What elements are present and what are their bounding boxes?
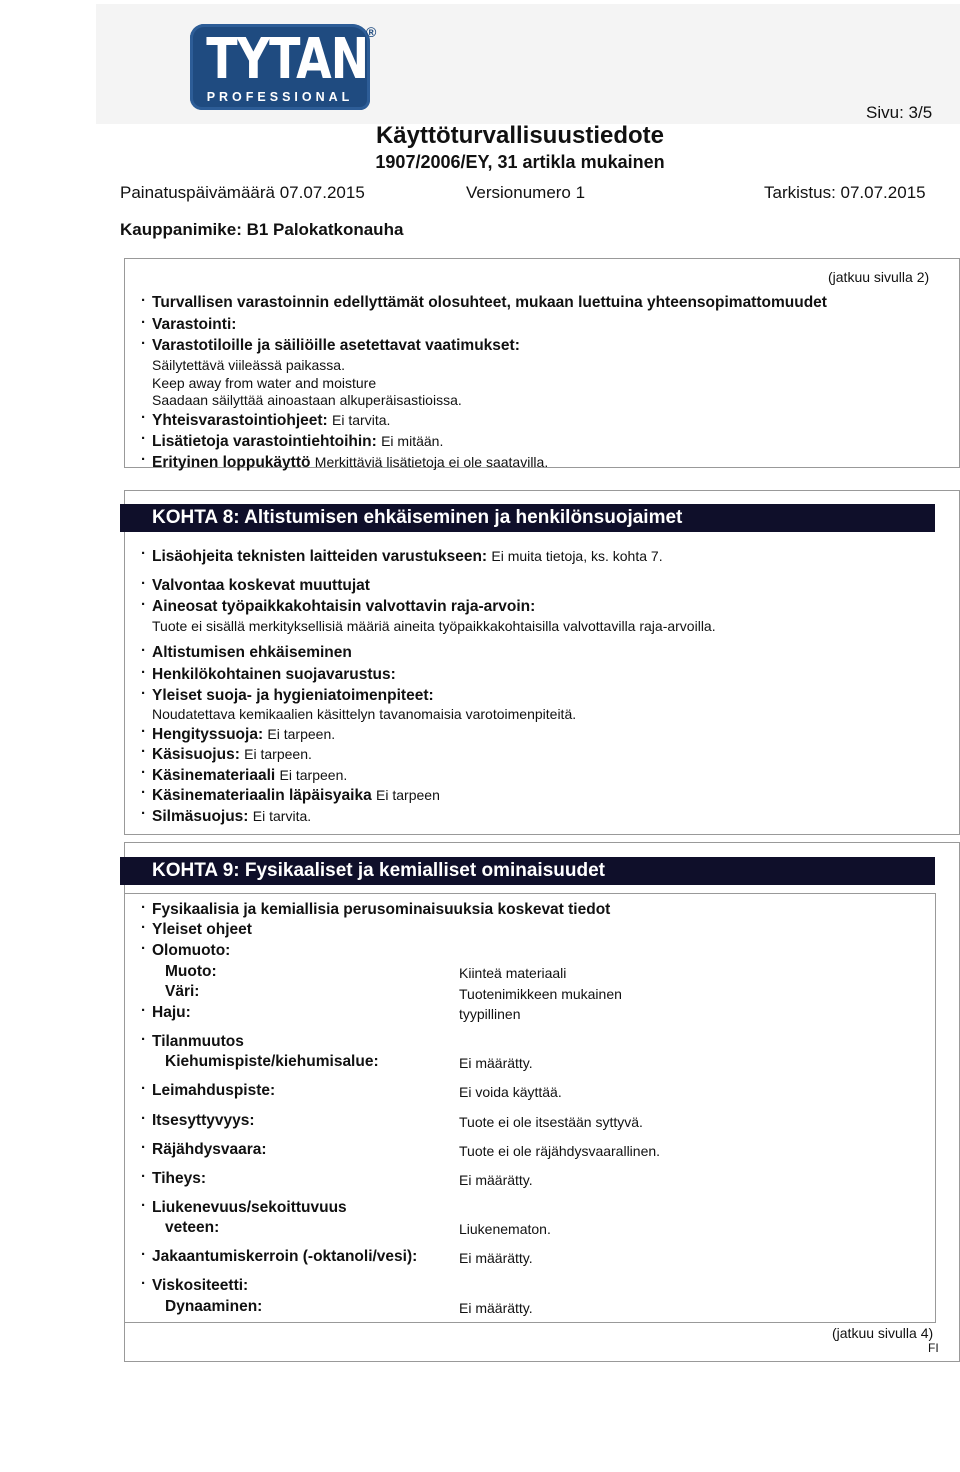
storage-heading: Varastointi: <box>152 316 237 333</box>
joint-storage-line <box>152 411 390 430</box>
field-value: Merkittäviä lisätietoja ei ole saatavilla. <box>314 454 549 470</box>
document-title: Käyttöturvallisuustiedote <box>375 122 665 149</box>
section8-heading: KOHTA 8: Altistumisen ehkäiseminen ja henkilönsuojaimet <box>120 504 935 532</box>
version-number: Versionumero 1 <box>466 183 586 202</box>
bullet: · <box>141 685 146 702</box>
storage-info-line <box>152 432 443 451</box>
section9-heading: KOHTA 9: Fysikaaliset ja kemialliset ominaisuudet <box>120 857 935 885</box>
field-label: Käsinemateriaalin läpäisyaika <box>152 787 372 804</box>
logo-text: TYTAN <box>206 27 369 92</box>
control-parameters-heading: Valvontaa koskevat muuttujat <box>152 577 370 594</box>
density-value: Ei määrätty. <box>459 1172 533 1188</box>
revision-date: Tarkistus: 07.07.2015 <box>764 183 926 202</box>
end-use-line <box>152 453 548 472</box>
field-value: Ei tarpeen. <box>244 746 312 762</box>
bullet: · <box>141 1275 146 1292</box>
field-label: Yhteisvarastointiohjeet: <box>152 412 328 429</box>
field-value: Ei tarvita. <box>332 412 391 428</box>
field-label: Lisäohjeita teknisten laitteiden varustukseen: <box>152 548 488 565</box>
field-value: Ei muita tietoja, ks. kohta 7. <box>491 548 663 564</box>
exposure-controls-heading: Altistumisen ehkäiseminen <box>152 644 352 661</box>
field-value: Ei tarpeen. <box>267 726 336 742</box>
field-value: Ei tarvita. <box>252 808 312 824</box>
dynamic-viscosity-label: Dynaaminen: <box>165 1298 263 1315</box>
form-value: Kiinteä materiaali <box>459 965 567 981</box>
flash-point-label: Leimahduspiste: <box>152 1082 276 1099</box>
bullet: · <box>141 545 146 562</box>
bullet: · <box>141 314 146 331</box>
explosion-hazard-label: Räjähdysvaara: <box>152 1141 267 1158</box>
respiratory-line <box>152 725 335 744</box>
field-value: Ei tarpeen. <box>279 767 348 783</box>
field-label: Käsinemateriaali <box>152 767 276 784</box>
odour-label: Haju: <box>152 1004 191 1021</box>
bullet: · <box>141 596 146 613</box>
properties-heading: Fysikaalisia ja kemiallisia perusominaisuuksia koskevat tiedot <box>152 901 611 918</box>
bullet: · <box>141 784 146 801</box>
self-ignition-value: Tuote ei ole itsestään syttyvä. <box>459 1114 643 1130</box>
glove-breakthrough-line <box>152 786 440 805</box>
bullet: · <box>141 940 146 957</box>
bullet: · <box>141 1080 146 1097</box>
bullet: · <box>141 764 146 781</box>
partition-coefficient-label: Jakaantumiskerroin (-oktanoli/vesi): <box>152 1248 418 1265</box>
brand-logo <box>190 24 370 110</box>
field-label: Erityinen loppukäyttö <box>152 454 311 471</box>
odour-value: tyypillinen <box>459 1006 521 1022</box>
glove-material-line <box>152 766 347 785</box>
storage-conditions-heading: Turvallisen varastoinnin edellyttämät olosuhteet, mukaan luettuina yhteensopimattomuudet <box>152 294 827 311</box>
dynamic-viscosity-value: Ei määrätty. <box>459 1300 533 1316</box>
bullet: · <box>141 1110 146 1127</box>
field-label: Lisätietoja varastointiehtoihin: <box>152 433 377 450</box>
storage-text: Säilytettävä viileässä paikassa. <box>152 357 345 373</box>
field-label: Hengityssuoja: <box>152 726 264 743</box>
registered-mark: ® <box>366 24 377 40</box>
bullet: · <box>141 1139 146 1156</box>
boiling-point-label: Kiehumispiste/kiehumisalue: <box>165 1053 379 1070</box>
hygiene-heading: Yleiset suoja- ja hygieniatoimenpiteet: <box>152 687 434 704</box>
boiling-point-value: Ei määrätty. <box>459 1055 533 1071</box>
density-label: Tiheys: <box>152 1170 206 1187</box>
viscosity-heading: Viskositeetti: <box>152 1277 249 1294</box>
bullet: · <box>141 1168 146 1185</box>
limit-values-text: Tuote ei sisällä merkityksellisiä määriä aineita työpaikkakohtaisilla valvottavilla raja-arvoilla. <box>152 618 716 634</box>
bullet: · <box>141 1031 146 1048</box>
trade-name: Kauppanimike: B1 Palokatkonauha <box>120 220 404 239</box>
bullet: · <box>141 1197 146 1214</box>
storage-text: Saadaan säilyttää ainoastaan alkuperäisastioissa. <box>152 392 462 408</box>
storage-text: Keep away from water and moisture <box>152 375 377 391</box>
explosion-hazard-value: Tuote ei ole räjähdysvaarallinen. <box>459 1143 661 1159</box>
bullet: · <box>141 919 146 936</box>
field-label: Käsisuojus: <box>152 746 240 763</box>
solubility-label-water: veteen: <box>165 1219 220 1236</box>
bullet: · <box>141 642 146 659</box>
bullet: · <box>141 723 146 740</box>
field-value: Ei tarpeen <box>376 787 440 803</box>
bullet: · <box>141 575 146 592</box>
bullet: · <box>141 1002 146 1019</box>
eye-protection-line <box>152 807 311 826</box>
state-change-heading: Tilanmuutos <box>152 1033 244 1050</box>
bullet: · <box>141 899 146 916</box>
field-value: Ei mitään. <box>381 433 444 449</box>
document-subtitle: 1907/2006/EY, 31 artikla mukainen <box>375 152 665 172</box>
partition-coefficient-value: Ei määrätty. <box>459 1250 533 1266</box>
self-ignition-label: Itsesyttyvyys: <box>152 1112 255 1129</box>
appearance-heading: Olomuoto: <box>152 942 231 959</box>
form-label: Muoto: <box>165 963 217 980</box>
bullet: · <box>141 335 146 352</box>
page-number: Sivu: 3/5 <box>866 103 933 122</box>
continued-from: (jatkuu sivulla 2) <box>828 269 930 285</box>
technical-equipment-line <box>152 547 663 566</box>
flash-point-value: Ei voida käyttää. <box>459 1084 562 1100</box>
general-info-heading: Yleiset ohjeet <box>152 921 252 938</box>
hygiene-text: Noudatettava kemikaalien käsittelyn tavanomaisia varotoimenpiteitä. <box>152 706 577 722</box>
ppe-heading: Henkilökohtainen suojavarustus: <box>152 666 396 683</box>
bullet: · <box>141 743 146 760</box>
logo-subtext: PROFESSIONAL <box>206 90 354 104</box>
bullet: · <box>141 451 146 468</box>
language-code: FI <box>928 1341 939 1355</box>
solubility-label: Liukenevuus/sekoittuvuus <box>152 1199 347 1216</box>
field-label: Silmäsuojus: <box>152 808 249 825</box>
bullet: · <box>141 805 146 822</box>
bullet: · <box>141 292 146 309</box>
colour-value: Tuotenimikkeen mukainen <box>459 986 622 1002</box>
bullet: · <box>141 1246 146 1263</box>
solubility-value: Liukenematon. <box>459 1221 551 1237</box>
limit-values-heading: Aineosat työpaikkakohtaisin valvottavin raja-arvoin: <box>152 598 536 615</box>
print-date: Painatuspäivämäärä 07.07.2015 <box>120 183 365 202</box>
colour-label: Väri: <box>165 983 200 1000</box>
bullet: · <box>141 430 146 447</box>
storage-requirements-heading: Varastotiloille ja säiliöille asetettavat vaatimukset: <box>152 337 520 354</box>
bullet: · <box>141 409 146 426</box>
hand-protection-line <box>152 745 312 764</box>
bullet: · <box>141 664 146 681</box>
continued-to: (jatkuu sivulla 4) <box>832 1325 934 1341</box>
